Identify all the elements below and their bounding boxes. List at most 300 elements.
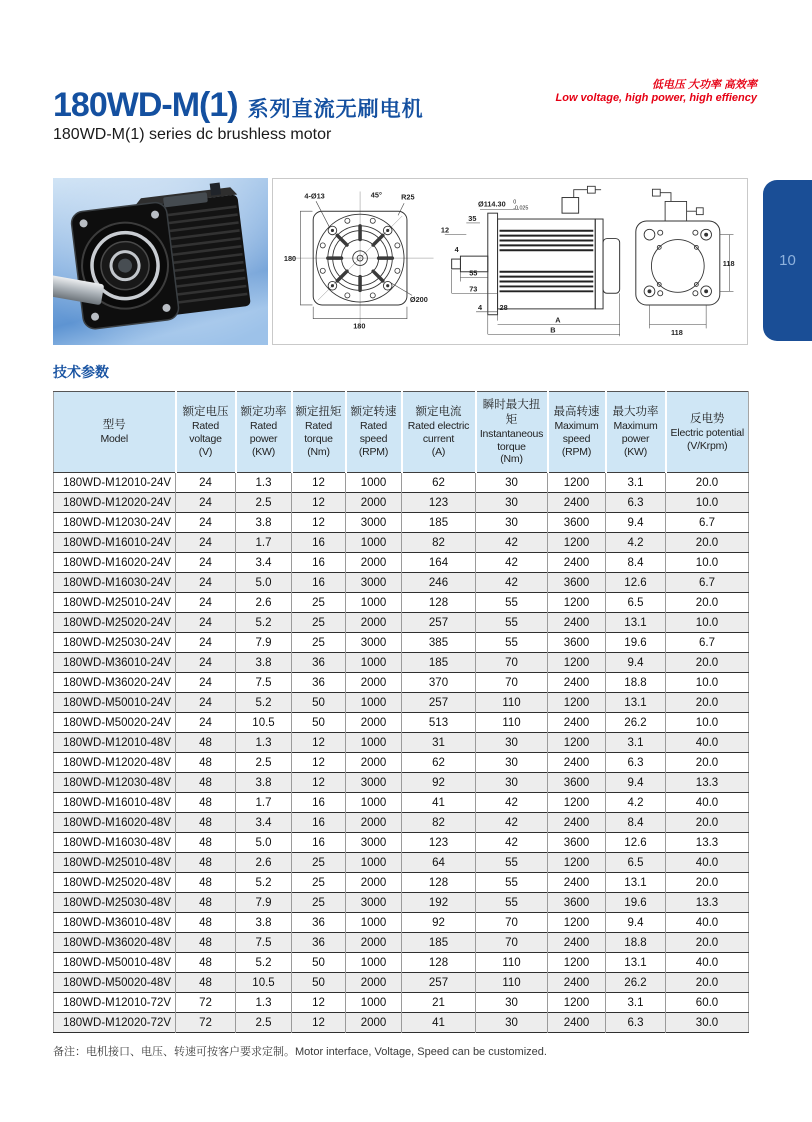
value-cell: 2000 xyxy=(346,673,402,693)
value-cell: 2400 xyxy=(548,1013,606,1033)
table-row xyxy=(54,833,749,853)
value-cell: 3000 xyxy=(346,893,402,913)
value-cell: 185 xyxy=(402,653,476,673)
model-cell: 180WD-M36010-48V xyxy=(54,913,176,933)
value-cell: 20.0 xyxy=(666,593,749,613)
value-cell: 257 xyxy=(402,693,476,713)
value-cell: 82 xyxy=(402,813,476,833)
value-cell: 2000 xyxy=(346,553,402,573)
value-cell: 10.5 xyxy=(236,713,292,733)
value-cell: 24 xyxy=(176,593,236,613)
value-cell: 6.7 xyxy=(666,633,749,653)
value-cell: 36 xyxy=(292,653,346,673)
value-cell: 12 xyxy=(292,473,346,493)
value-cell: 3600 xyxy=(548,893,606,913)
value-cell: 48 xyxy=(176,733,236,753)
value-cell: 42 xyxy=(476,833,548,853)
value-cell: 2000 xyxy=(346,493,402,513)
value-cell: 42 xyxy=(476,793,548,813)
value-cell: 50 xyxy=(292,713,346,733)
value-cell: 25 xyxy=(292,593,346,613)
value-cell: 16 xyxy=(292,793,346,813)
value-cell: 5.2 xyxy=(236,613,292,633)
side-dim-tol-top: 0 xyxy=(513,198,517,205)
table-header-row xyxy=(54,392,749,473)
value-cell: 12 xyxy=(292,993,346,1013)
value-cell: 2400 xyxy=(548,613,606,633)
model-cell: 180WD-M12020-24V xyxy=(54,493,176,513)
value-cell: 24 xyxy=(176,673,236,693)
table-row xyxy=(54,713,749,733)
value-cell: 13.1 xyxy=(606,873,666,893)
value-cell: 1000 xyxy=(346,533,402,553)
side-view-drawing xyxy=(437,182,627,342)
table-row xyxy=(54,673,749,693)
front-dim-bolt-circle: Ø200 xyxy=(409,294,428,304)
value-cell: 40.0 xyxy=(666,793,749,813)
value-cell: 110 xyxy=(476,973,548,993)
value-cell: 36 xyxy=(292,913,346,933)
table-row xyxy=(54,633,749,653)
value-cell: 385 xyxy=(402,633,476,653)
value-cell: 10.0 xyxy=(666,713,749,733)
value-cell: 3600 xyxy=(548,633,606,653)
value-cell: 18.8 xyxy=(606,933,666,953)
value-cell: 3.8 xyxy=(236,773,292,793)
value-cell: 257 xyxy=(402,973,476,993)
motor-photo-svg xyxy=(53,178,268,345)
value-cell: 20.0 xyxy=(666,873,749,893)
value-cell: 123 xyxy=(402,493,476,513)
value-cell: 31 xyxy=(402,733,476,753)
value-cell: 40.0 xyxy=(666,853,749,873)
table-row xyxy=(54,513,749,533)
value-cell: 2.5 xyxy=(236,1013,292,1033)
value-cell: 3600 xyxy=(548,573,606,593)
side-dim-12: 12 xyxy=(441,225,450,235)
section-heading: 技术参数 xyxy=(53,364,109,380)
value-cell: 20.0 xyxy=(666,753,749,773)
value-cell: 1000 xyxy=(346,853,402,873)
value-cell: 30 xyxy=(476,733,548,753)
value-cell: 20.0 xyxy=(666,473,749,493)
front-dim-width: 180 xyxy=(353,320,366,330)
value-cell: 13.1 xyxy=(606,613,666,633)
value-cell: 6.5 xyxy=(606,593,666,613)
table-row xyxy=(54,933,749,953)
value-cell: 2000 xyxy=(346,873,402,893)
value-cell: 185 xyxy=(402,513,476,533)
value-cell: 1.7 xyxy=(236,533,292,553)
front-dim-radius: R25 xyxy=(401,191,415,201)
value-cell: 2400 xyxy=(548,553,606,573)
model-cell: 180WD-M12020-48V xyxy=(54,753,176,773)
value-cell: 16 xyxy=(292,813,346,833)
value-cell: 7.9 xyxy=(236,893,292,913)
motor-photo xyxy=(53,178,268,345)
table-row xyxy=(54,733,749,753)
value-cell: 25 xyxy=(292,853,346,873)
value-cell: 3.1 xyxy=(606,993,666,1013)
back-dim-width: 118 xyxy=(670,327,683,337)
value-cell: 2000 xyxy=(346,613,402,633)
model-cell: 180WD-M12030-24V xyxy=(54,513,176,533)
table-row xyxy=(54,693,749,713)
value-cell: 370 xyxy=(402,673,476,693)
value-cell: 24 xyxy=(176,713,236,733)
value-cell: 55 xyxy=(476,593,548,613)
value-cell: 3000 xyxy=(346,773,402,793)
value-cell: 6.3 xyxy=(606,1013,666,1033)
side-dim-tol-bottom: -0.025 xyxy=(513,205,529,212)
value-cell: 82 xyxy=(402,533,476,553)
value-cell: 5.2 xyxy=(236,693,292,713)
value-cell: 1000 xyxy=(346,693,402,713)
value-cell: 1000 xyxy=(346,913,402,933)
side-dim-shaft-dia: Ø114.30 xyxy=(478,198,506,208)
value-cell: 1200 xyxy=(548,653,606,673)
value-cell: 10.5 xyxy=(236,973,292,993)
value-cell: 24 xyxy=(176,573,236,593)
table-row xyxy=(54,493,749,513)
value-cell: 3.1 xyxy=(606,733,666,753)
value-cell: 3.1 xyxy=(606,473,666,493)
table-row xyxy=(54,953,749,973)
value-cell: 12 xyxy=(292,733,346,753)
table-row xyxy=(54,473,749,493)
value-cell: 3.8 xyxy=(236,513,292,533)
model-cell: 180WD-M36010-24V xyxy=(54,653,176,673)
side-dim-55: 55 xyxy=(469,268,478,278)
value-cell: 257 xyxy=(402,613,476,633)
value-cell: 2000 xyxy=(346,753,402,773)
value-cell: 92 xyxy=(402,913,476,933)
value-cell: 3600 xyxy=(548,513,606,533)
value-cell: 246 xyxy=(402,573,476,593)
value-cell: 48 xyxy=(176,793,236,813)
front-dim-angle: 45° xyxy=(370,190,382,200)
value-cell: 2400 xyxy=(548,713,606,733)
model-cell: 180WD-M25030-24V xyxy=(54,633,176,653)
value-cell: 30 xyxy=(476,753,548,773)
value-cell: 48 xyxy=(176,753,236,773)
value-cell: 110 xyxy=(476,953,548,973)
value-cell: 10.0 xyxy=(666,553,749,573)
value-cell: 62 xyxy=(402,753,476,773)
value-cell: 24 xyxy=(176,493,236,513)
value-cell: 3.8 xyxy=(236,913,292,933)
value-cell: 12.6 xyxy=(606,833,666,853)
value-cell: 1200 xyxy=(548,473,606,493)
value-cell: 1000 xyxy=(346,473,402,493)
value-cell: 25 xyxy=(292,873,346,893)
front-dim-height: 180 xyxy=(283,253,297,263)
model-cell: 180WD-M25010-24V xyxy=(54,593,176,613)
table-row xyxy=(54,773,749,793)
table-row xyxy=(54,813,749,833)
value-cell: 2.6 xyxy=(236,593,292,613)
value-cell: 1.3 xyxy=(236,733,292,753)
value-cell: 70 xyxy=(476,933,548,953)
value-cell: 24 xyxy=(176,553,236,573)
column-header: 额定扭矩 Rated torque (Nm) xyxy=(292,392,346,473)
table-row xyxy=(54,573,749,593)
value-cell: 13.1 xyxy=(606,693,666,713)
value-cell: 40.0 xyxy=(666,733,749,753)
value-cell: 2.5 xyxy=(236,493,292,513)
value-cell: 2400 xyxy=(548,493,606,513)
title-block xyxy=(53,88,424,144)
column-header: 最大功率 Maximum power (KW) xyxy=(606,392,666,473)
value-cell: 10.0 xyxy=(666,493,749,513)
value-cell: 48 xyxy=(176,933,236,953)
value-cell: 1200 xyxy=(548,533,606,553)
value-cell: 70 xyxy=(476,653,548,673)
value-cell: 30 xyxy=(476,773,548,793)
table-row xyxy=(54,913,749,933)
table-row xyxy=(54,553,749,573)
value-cell: 164 xyxy=(402,553,476,573)
value-cell: 50 xyxy=(292,693,346,713)
side-dim-35: 35 xyxy=(468,213,477,223)
value-cell: 8.4 xyxy=(606,553,666,573)
column-header: 最高转速 Maximum speed (RPM) xyxy=(548,392,606,473)
value-cell: 50 xyxy=(292,973,346,993)
value-cell: 40.0 xyxy=(666,913,749,933)
model-cell: 180WD-M12030-48V xyxy=(54,773,176,793)
value-cell: 48 xyxy=(176,893,236,913)
value-cell: 1200 xyxy=(548,993,606,1013)
value-cell: 1000 xyxy=(346,993,402,1013)
value-cell: 10.0 xyxy=(666,673,749,693)
value-cell: 30 xyxy=(476,993,548,1013)
value-cell: 24 xyxy=(176,693,236,713)
value-cell: 48 xyxy=(176,953,236,973)
model-cell: 180WD-M12010-72V xyxy=(54,993,176,1013)
value-cell: 21 xyxy=(402,993,476,1013)
value-cell: 123 xyxy=(402,833,476,853)
value-cell: 48 xyxy=(176,773,236,793)
value-cell: 55 xyxy=(476,633,548,653)
value-cell: 50 xyxy=(292,953,346,973)
value-cell: 19.6 xyxy=(606,633,666,653)
value-cell: 20.0 xyxy=(666,973,749,993)
footnote: 备注：电机接口、电压、转速可按客户要求定制。Motor interface, Voltage, Speed can be customized. xyxy=(53,1046,547,1059)
value-cell: 70 xyxy=(476,913,548,933)
value-cell: 36 xyxy=(292,933,346,953)
value-cell: 1000 xyxy=(346,953,402,973)
model-cell: 180WD-M12020-72V xyxy=(54,1013,176,1033)
model-cell: 180WD-M16030-24V xyxy=(54,573,176,593)
value-cell: 19.6 xyxy=(606,893,666,913)
value-cell: 25 xyxy=(292,633,346,653)
value-cell: 12.6 xyxy=(606,573,666,593)
value-cell: 16 xyxy=(292,553,346,573)
value-cell: 12 xyxy=(292,493,346,513)
value-cell: 30 xyxy=(476,513,548,533)
value-cell: 26.2 xyxy=(606,973,666,993)
value-cell: 72 xyxy=(176,993,236,1013)
value-cell: 3000 xyxy=(346,833,402,853)
value-cell: 92 xyxy=(402,773,476,793)
model-cell: 180WD-M12010-24V xyxy=(54,473,176,493)
value-cell: 20.0 xyxy=(666,693,749,713)
model-cell: 180WD-M36020-48V xyxy=(54,933,176,953)
value-cell: 2.6 xyxy=(236,853,292,873)
model-cell: 180WD-M16020-48V xyxy=(54,813,176,833)
value-cell: 4.2 xyxy=(606,533,666,553)
value-cell: 4.2 xyxy=(606,793,666,813)
value-cell: 2000 xyxy=(346,1013,402,1033)
value-cell: 55 xyxy=(476,853,548,873)
model-cell: 180WD-M50010-48V xyxy=(54,953,176,973)
value-cell: 48 xyxy=(176,813,236,833)
value-cell: 2000 xyxy=(346,713,402,733)
value-cell: 6.7 xyxy=(666,513,749,533)
value-cell: 36 xyxy=(292,673,346,693)
value-cell: 64 xyxy=(402,853,476,873)
value-cell: 1000 xyxy=(346,733,402,753)
value-cell: 1200 xyxy=(548,733,606,753)
value-cell: 12 xyxy=(292,513,346,533)
model-cell: 180WD-M25010-48V xyxy=(54,853,176,873)
value-cell: 24 xyxy=(176,653,236,673)
value-cell: 6.7 xyxy=(666,573,749,593)
table-row xyxy=(54,793,749,813)
value-cell: 20.0 xyxy=(666,813,749,833)
value-cell: 2400 xyxy=(548,973,606,993)
spec-table xyxy=(53,391,749,1033)
value-cell: 20.0 xyxy=(666,933,749,953)
value-cell: 8.4 xyxy=(606,813,666,833)
value-cell: 7.5 xyxy=(236,933,292,953)
value-cell: 48 xyxy=(176,973,236,993)
value-cell: 5.2 xyxy=(236,953,292,973)
value-cell: 2400 xyxy=(548,753,606,773)
value-cell: 6.5 xyxy=(606,853,666,873)
value-cell: 42 xyxy=(476,553,548,573)
value-cell: 16 xyxy=(292,573,346,593)
value-cell: 2400 xyxy=(548,813,606,833)
value-cell: 2000 xyxy=(346,933,402,953)
value-cell: 24 xyxy=(176,513,236,533)
value-cell: 1200 xyxy=(548,693,606,713)
front-view-drawing xyxy=(279,182,437,342)
table-row xyxy=(54,853,749,873)
value-cell: 13.3 xyxy=(666,893,749,913)
table-row xyxy=(54,1013,749,1033)
value-cell: 48 xyxy=(176,833,236,853)
value-cell: 110 xyxy=(476,693,548,713)
page-number-tab xyxy=(763,180,812,341)
value-cell: 5.2 xyxy=(236,873,292,893)
value-cell: 2400 xyxy=(548,933,606,953)
value-cell: 2.5 xyxy=(236,753,292,773)
page-subtitle: 180WD-M(1) series dc brushless motor xyxy=(53,125,332,143)
column-header: 瞬时最大扭矩 Instantaneous torque (Nm) xyxy=(476,392,548,473)
model-cell: 180WD-M16020-24V xyxy=(54,553,176,573)
value-cell: 6.3 xyxy=(606,753,666,773)
slogan-en: Low voltage, high power, high effiency xyxy=(555,92,757,105)
value-cell: 48 xyxy=(176,853,236,873)
value-cell: 1200 xyxy=(548,913,606,933)
slogan xyxy=(556,79,758,105)
table-row xyxy=(54,973,749,993)
column-header: 额定电压 Rated voltage (V) xyxy=(176,392,236,473)
column-header: 型号 Model xyxy=(54,392,176,473)
value-cell: 13.1 xyxy=(606,953,666,973)
value-cell: 24 xyxy=(176,533,236,553)
column-header: 额定电流 Rated electric current (A) xyxy=(402,392,476,473)
value-cell: 1000 xyxy=(346,653,402,673)
table-row xyxy=(54,753,749,773)
value-cell: 1200 xyxy=(548,593,606,613)
value-cell: 18.8 xyxy=(606,673,666,693)
model-cell: 180WD-M16030-48V xyxy=(54,833,176,853)
value-cell: 128 xyxy=(402,593,476,613)
table-row xyxy=(54,653,749,673)
value-cell: 110 xyxy=(476,713,548,733)
value-cell: 24 xyxy=(176,613,236,633)
column-header: 额定功率 Rated power (KW) xyxy=(236,392,292,473)
value-cell: 3.4 xyxy=(236,813,292,833)
value-cell: 2000 xyxy=(346,813,402,833)
value-cell: 16 xyxy=(292,833,346,853)
value-cell: 7.9 xyxy=(236,633,292,653)
value-cell: 1200 xyxy=(548,793,606,813)
value-cell: 12 xyxy=(292,773,346,793)
value-cell: 6.3 xyxy=(606,493,666,513)
value-cell: 70 xyxy=(476,673,548,693)
drawing-panel xyxy=(272,178,748,345)
value-cell: 48 xyxy=(176,873,236,893)
table-row xyxy=(54,993,749,1013)
value-cell: 3.8 xyxy=(236,653,292,673)
value-cell: 55 xyxy=(476,893,548,913)
model-cell: 180WD-M25020-24V xyxy=(54,613,176,633)
value-cell: 9.4 xyxy=(606,913,666,933)
value-cell: 72 xyxy=(176,1013,236,1033)
table-row xyxy=(54,873,749,893)
value-cell: 25 xyxy=(292,893,346,913)
side-dim-73: 73 xyxy=(469,283,478,293)
table-row xyxy=(54,533,749,553)
model-cell: 180WD-M50010-24V xyxy=(54,693,176,713)
page-title-suffix: 系列直流无刷电机 xyxy=(247,98,424,121)
value-cell: 42 xyxy=(476,533,548,553)
value-cell: 26.2 xyxy=(606,713,666,733)
model-cell: 180WD-M50020-24V xyxy=(54,713,176,733)
value-cell: 3000 xyxy=(346,513,402,533)
column-header: 额定转速 Rated speed (RPM) xyxy=(346,392,402,473)
model-cell: 180WD-M50020-48V xyxy=(54,973,176,993)
value-cell: 3.4 xyxy=(236,553,292,573)
value-cell: 1000 xyxy=(346,793,402,813)
value-cell: 9.4 xyxy=(606,653,666,673)
slogan-zh: 低电压 大功率 高效率 xyxy=(651,79,757,91)
value-cell: 2400 xyxy=(548,873,606,893)
back-dim-height: 118 xyxy=(722,258,735,268)
value-cell: 128 xyxy=(402,953,476,973)
value-cell: 24 xyxy=(176,473,236,493)
value-cell: 9.4 xyxy=(606,513,666,533)
value-cell: 40.0 xyxy=(666,953,749,973)
value-cell: 2400 xyxy=(548,673,606,693)
page-title: 180WD-M(1) xyxy=(53,86,238,124)
value-cell: 1000 xyxy=(346,593,402,613)
value-cell: 12 xyxy=(292,753,346,773)
value-cell: 2000 xyxy=(346,973,402,993)
